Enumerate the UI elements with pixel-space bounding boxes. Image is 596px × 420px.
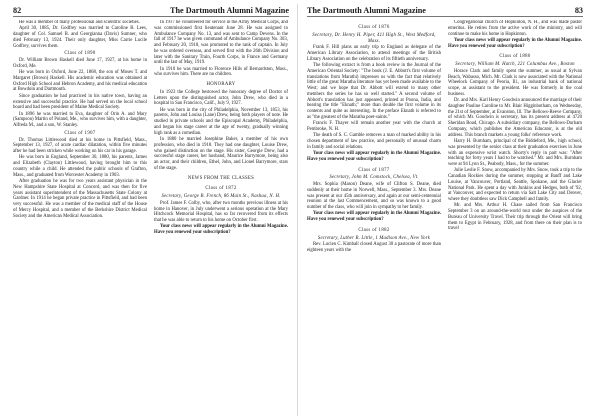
page-number: 83: [574, 6, 583, 15]
column-2: [154, 20, 288, 420]
paragraph: In 1896 he was married to Eva, daughter of Orin A. and Mary (Sampson) Martin of Poland, Me., who survives him, with a daughter, Alfreda M., and a son, W. Stanley.: [13, 111, 147, 129]
paragraph: In 1923 the College bestowed the honorary degree of Doctor of Letters upon the distinguished actor, John Drew, who died in a hospital in San Francisco, Calif., July 9, 1927.: [154, 89, 288, 107]
paragraph: He was born in England, September 30, 1880, his parents, James and Elizabeth (Clayton) Littlewood, having brought him to this country while a child. He attended the public schools of Grafton, Mass., and graduated from Worcester Academy in 1903.: [13, 155, 147, 178]
class-secretary: Secretary, John M. Comstock, Chelsea, Vt.: [329, 175, 419, 181]
paragraph: He was born in the city of Philadelphia, November 13, 1853, his parents, John and Louisa (Lane) Drew, being both players of note. He studied in private schools and the Episcopal Academy, Philadelphia, and began his stage career at the age of twenty, gradually winning high rank as a comedian.: [154, 107, 288, 136]
paragraph: In 1917 he volunteered for service in the Army Medical Corps, and was commissioned first lieutenant June 28. He was assigned to Ambulance Company No. 13, and was sent to Camp Devens. In the fall of 1917 he was given command of Ambulance Company No. 303, and February 20, 1918, was promoted to the rank of captain. In July he was ordered overseas, and served first with the 26th Division and later with the Sanitary Train, Fourth Corps, in France and Germany until the last of May, 1919.: [154, 20, 288, 66]
paragraph: Julie Leslie F. Snow, accompanied by Mrs. Snow, took a trip to the Canadian Rockies during the summer, stopping at Banff and Lake Louise, at Vancouver, Portland, Seattle, Spokane, and the Glacier National Park. He spent a day with Junkins and Hedges, both of '92, at Vancouver, and expected to return via Salt Lake City and Denver, where they doubtless saw Dick Campbell and family.: [448, 168, 582, 203]
paragraph: Frank F. Hill plans an early trip to England as delegate of the American Library Association, to attend meetings of the British Library Association on the celebration of its fiftieth anniversary.: [307, 45, 441, 62]
class-heading: Class of 1890: [64, 51, 96, 57]
paragraph: The following extract is from a book review in the Journal of the American Oriental Society: "The book (J. E. Abbott's first volume of translations from Marathi) impresses us with the fact that relatively little of the great Maratha literature has yet been made available to the West; and we hope that Dr. Abbott will extend to many other members the series he has so well started." A second volume of Abbott's translation has just appeared, printed at Poona, India, and bearing the title "Eknath;" more than double the first volume in its contents and quite as interesting. In the preface Eknath is referred to as "the greatest of the Maratha poet-saints.": [307, 63, 441, 120]
class-secretary: Secretary, George B. French, 86 Main St., Nashua, N. H.: [161, 194, 281, 200]
class-heading: Class of 1877: [358, 167, 390, 173]
paragraph: In 1910 he was married to Florence Hills of Bernardston, Mass., who survives him. There are no children.: [154, 66, 288, 78]
column-3: [307, 20, 441, 420]
class-heading: Class of 1907: [64, 130, 96, 136]
class-heading: Class of 1886: [499, 54, 531, 60]
class-heading: Class of 1876: [358, 25, 390, 30]
paragraph: He was a member of many professional and scientific societies.: [19, 20, 140, 25]
class-heading: Class of 1882: [358, 227, 390, 233]
paragraph: Since graduation he had practiced in his native town, having an extensive and successful practice. He had served on the local school board and had been president of Maine Medical Society.: [13, 93, 147, 111]
paragraph: Mrs. Sophia (Mason) Deane, wife of Clifton S. Deane, died suddenly at their home in Norwell, Mass., September 3. Mrs. Deane was present at our 45th anniversary, and again at our semi-centennial reunion at the last Commencement, and so was known to a good number of the class, who will join in sympathy to her family.: [307, 182, 441, 211]
subscription-notice: Your class news will appear regularly in the Alumni Magazine. Have you renewed your subscription?: [448, 37, 582, 49]
class-secretary: Secretary, Dr. Henry H. Piper, 411 High St., West Medford, Mass.: [312, 32, 436, 44]
section-heading: HONORARY: [206, 82, 236, 88]
paragraph: The death of S. C. Gamble removes a man of marked ability in his chosen department of law practice, and personally of unusual charm in family and social relations.: [307, 133, 441, 150]
paragraph: Harry H. Burnham, principal of the Biddeford, Me., high school, was presented by the senior class at their graduation exercises in June with an expensive wrist watch. Shorty's reply in part was: "After teaching for forty years I had to be watched." Mr. and Mrs. Burnham were at 94 Lynn St., Peabody, Mass., for the summer.: [448, 139, 582, 168]
subscription-notice: Your class news will appear regularly in the Alumni Magazine. Have you renewed your subscription?: [307, 211, 441, 223]
column-4: [448, 20, 582, 420]
subscription-notice: Your class news will appear regularly in the Alumni Magazine. Have you renewed your subscription?: [307, 151, 441, 162]
running-title: The Dartmouth Alumni Magazine: [170, 6, 289, 15]
paragraph: Dr. William Brown Haskell died June 17, 1927, at his home in Oxford, Me.: [13, 58, 147, 69]
paragraph: Congregational church of Hopkinton, N. H., and was made pastor emeritus. He retires from the active work of the ministry, and will continue to make his home in Hopkinton.: [448, 20, 582, 37]
paragraph: Dr. Thomas Littlewood died at his home in Pittsfield, Mass., September 13, 1927, of acute cardiac dilatation, within five minutes after he had been stricken while working on his car in his garage.: [13, 137, 147, 155]
class-heading: Class of 1872: [205, 186, 237, 192]
column-1: [13, 20, 147, 420]
right-page: [298, 0, 596, 420]
paragraph: In 1880 he married Josephine Baker, a member of his own profession, who died in 1918. They had one daughter, Louise Drew, who gained distinction on the stage. His sister, Georgie Drew, had a successful stage career, her husband, Maurice Barrymore, being also an actor, and their children, Ethel, John, and Lionel Barrymore, stars of the stage.: [154, 137, 288, 171]
section-heading: NEWS FROM THE CLASSES: [187, 175, 255, 181]
running-title: The Dartmouth Alumni Magazine: [307, 6, 426, 15]
right-page-header: [307, 6, 583, 17]
paragraph: Prof. James F. Colby, who, after two months previous illness at his home in Hanover, in July underwent a serious operation at the Mary Hitchcock Memorial Hospital, has so far recovered from its effects that he was able to return to his home on October first.: [154, 200, 288, 224]
paragraph: Horace Clark and family spent the summer, as usual at Sylvan Beach, Wabasso, Mich. Mr. Clark is now associated with the National Wheelock Company of Peoria, Ill., an industrial bank of national scope, as assistant to the president. He was formerly in the coal business.: [448, 68, 582, 97]
paragraph: Mr. and Mrs. Arthur H. Chase sailed from San Francisco September 3 on an around-the-world tour under the auspices of the Bureau of University Travel. Their trip through the Orient will bring them to Egypt in February, 1928, and from there on their plan is to travel: [448, 203, 582, 232]
page-number: 82: [13, 6, 22, 15]
paragraph: After graduation he was for two years assistant physician in the New Hampshire State Hospital at Concord, and was then for five years assistant superintendent of the Massachusetts State Colony at Gardner. In 1914 he began private practice in Pittsfield, and had been very successful. He was a member of the medical staff of the House of Mercy Hospital, and a member of the Berkshire District Medical Society and the American Medical Association.: [13, 179, 147, 219]
paragraph: April 30, 1885, Dr. Godfrey was married to Caroline B. Lees, daughter of Col. Samuel B. and Georgianna (Davis) Sumner, who died February 13, 1924. Their only daughter, Miss Carrie Lucile Godfrey, survives them.: [13, 26, 147, 49]
paragraph: Francis F. Thayer will remain another year with the church at Pembroke, N. H.: [307, 121, 441, 132]
class-secretary: Secretary, Luther B. Little, 1 Madison Ave., New York: [317, 235, 431, 241]
left-page-header: [13, 6, 289, 17]
subscription-notice: Your class news will appear regularly in the Alumni Magazine. Have you renewed your subscription?: [154, 224, 288, 236]
paragraph: Dr. and Mrs. Karl Henry Goodwin announced the marriage of their daughter Pauline Caroline to Mr. Blair Higginbotham, on Wednesday, the 21st of September, at Evanston, Ill. The Bellows-Reeve Company, of which Mr. Goodwin is secretary, has its present address at 4720 Sheridan Road, Chicago. A subsidiary company, the Bellows-Durham Company, which publishes the American Educator, is at the old address. This branch markets a young folks' reference work.: [448, 98, 582, 138]
paragraph: He was born in Oxford, June 22, 1868, the son of Moses T. and Margaret (Brown) Haskell. His academic education was obtained at Oxford High School and Hebron Academy, and his medical education at Bowdoin and Dartmouth.: [13, 70, 147, 93]
paragraph: Rev. Lucien C. Kimball closed August 30 a pastorate of more than eighteen years with the: [307, 242, 441, 254]
class-secretary: Secretary, William M. Hatch, 221 Columbus Ave., Boston: [455, 62, 575, 68]
